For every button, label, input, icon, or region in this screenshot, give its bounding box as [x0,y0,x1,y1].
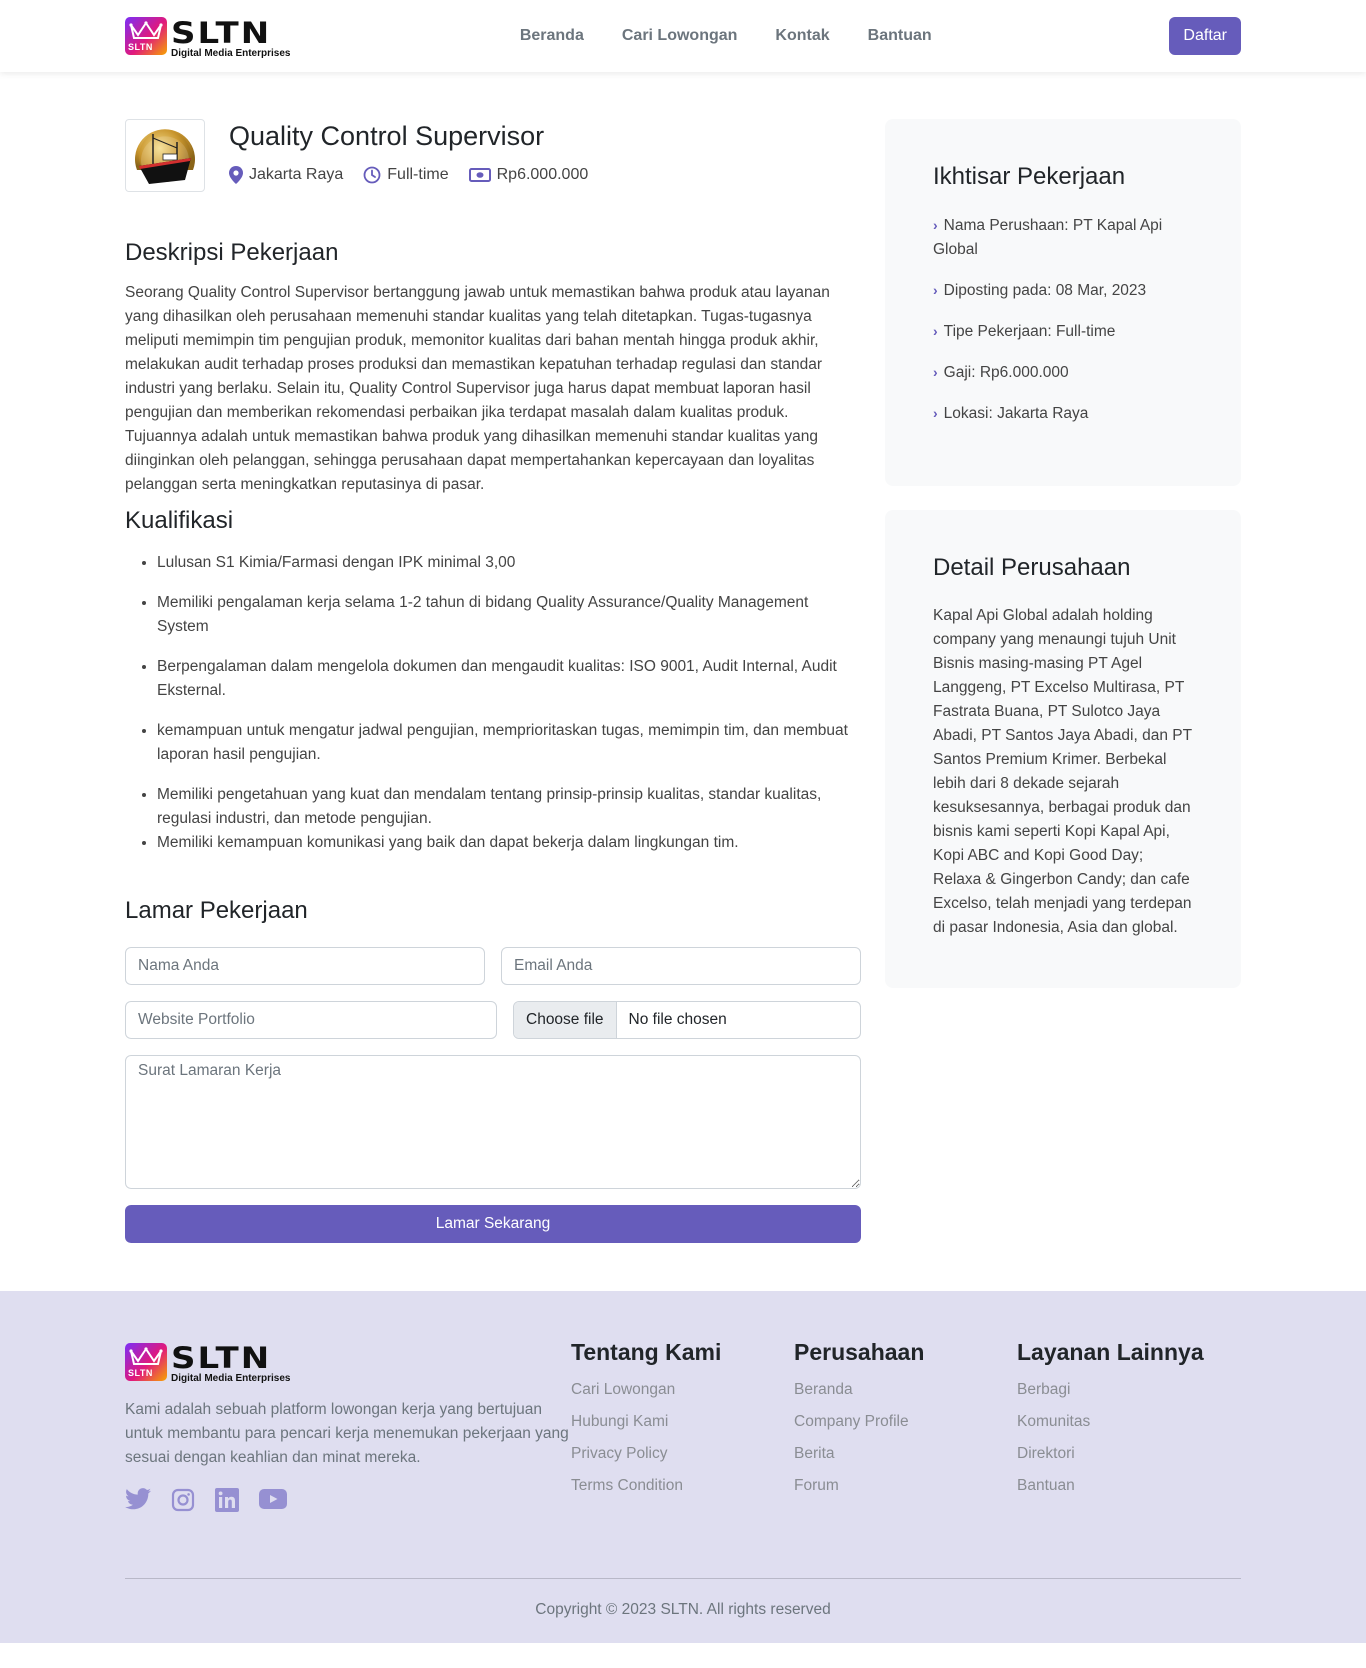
brand-tagline: Digital Media Enterprises [171,1373,291,1384]
apply-heading: Lamar Pekerjaan [125,897,308,924]
cv-file-input[interactable] [513,1001,861,1039]
nav-beranda[interactable]: Beranda [519,27,584,44]
job-type: Full-time [387,166,449,183]
email-input[interactable] [501,947,861,985]
chevron-right-icon: › [933,405,938,421]
footer-about-text: Kami adalah sebuah platform lowongan kerja yang bertujuan untuk membantu para pencari kerja menemukan pekerjaan yang sesuai dengan keahlian dan minat mereka. [125,1401,569,1466]
logo-badge-text: SLTN [128,1367,153,1378]
overview-company: Nama Perushaan: PT Kapal Api Global [933,217,1163,258]
job-detail-page [125,72,1241,1291]
overview-type: Tipe Pekerjaan: Full-time [943,323,1116,340]
company-logo [125,119,205,192]
overview-item [933,213,1193,262]
job-description: Seorang Quality Control Supervisor bertanggung jawab untuk memastikan bahwa produk atau layanan yang dihasilkan oleh perusahaan memenuhi standar kualitas yang telah ditetapkan. Tugas-tugasnya meliputi memimpin tim pengujian produk, memonitor kualitas dari bahan mentah hingga produk akhir, melakukan audit terhadap proses produksi dan memastikan kepatuhan terhadap regulasi dan standar industri yang berlaku. Selain itu, Quality Control Supervisor juga harus dapat membuat laporan hasil pengujian dan memberikan rekomendasi perbaikan jika terdapat masalah dalam kualitas produk. Tujuannya adalah untuk memastikan bahwa produk yang dihasilkan memenuhi standar kualitas yang diinginkan oleh pelanggan, sehingga perusahaan dapat mempertahankan kepercayaan dan loyalitas pelanggan serta meningkatkan reputasinya di pasar. [125,284,830,493]
overview-item [933,401,1193,426]
footer-link-hubungi-kami[interactable]: Hubungi Kami [571,1413,669,1430]
footer-col-perusahaan [794,1339,1017,1512]
map-pin-icon [229,166,243,184]
name-input[interactable] [125,947,485,985]
youtube-icon[interactable] [259,1488,287,1512]
choose-file-button[interactable]: Choose file [514,1002,617,1038]
logo-badge-text: SLTN [128,42,153,52]
chevron-right-icon: › [933,217,938,233]
job-main-column [125,119,861,1243]
description-heading: Deskripsi Pekerjaan [125,239,339,266]
overview-item [933,278,1193,303]
social-links [125,1488,571,1512]
qualification-item: • kemampuan untuk mengatur jadwal pengujian, memprioritaskan tugas, memimpin tim, dan membuat laporan hasil pengujian. [157,719,861,767]
copyright: Copyright © 2023 SLTN. All rights reserved [125,1578,1241,1643]
company-heading: Detail Perusahaan [933,554,1131,581]
apply-form [125,947,861,1243]
job-salary: Rp6.000.000 [496,166,589,183]
logo-crown-icon [125,17,167,55]
qualification-item: • Memiliki pengetahuan yang kuat dan mendalam tentang prinsip-prinsip kualitas, standar kualitas, regulasi industri, dan metode pengujian. [157,783,861,831]
job-title: Quality Control Supervisor [229,121,545,151]
footer-link-berita[interactable]: Berita [794,1445,835,1462]
footer-brand-logo[interactable] [125,1339,571,1384]
footer-link-berbagi[interactable]: Berbagi [1017,1381,1071,1398]
qualification-item: • Lulusan S1 Kimia/Farmasi dengan IPK minimal 3,00 [157,551,861,575]
overview-posted: Diposting pada: 08 Mar, 2023 [943,282,1147,299]
company-description: Kapal Api Global adalah holding company yang menaungi tujuh Unit Bisnis masing-masing PT Agel Langgeng, PT Excelso Multirasa, PT Fastrata Buana, PT Sulotco Jaya Abadi, PT Santos Jaya Abadi, dan PT Santos Premium Krimer. Berbekal lebih dari 8 dekade sejarah kesuksesannya, berbagai produk dan bisnis kami seperti Kopi Kapal Api, Kopi ABC and Kopi Good Day; Relaxa & Gingerbon Candy; dan cafe Excelso, telah menjadi yang terdepan di pasar Indonesia, Asia dan global. [933,607,1192,936]
main-nav [520,27,932,45]
qualifications-list [125,551,861,855]
footer-link-direktori[interactable]: Direktori [1017,1445,1075,1462]
instagram-icon[interactable] [171,1488,195,1512]
overview-item [933,360,1193,385]
file-status: No file chosen [628,1011,727,1028]
footer-link-terms[interactable]: Terms Condition [571,1477,683,1494]
nav-cari-lowongan[interactable]: Cari Lowongan [621,27,738,44]
footer-link-beranda[interactable]: Beranda [794,1381,853,1398]
job-header [125,119,861,192]
job-overview-card [885,119,1241,486]
linkedin-icon[interactable] [215,1488,239,1512]
cover-letter-textarea[interactable] [125,1055,861,1189]
twitter-icon[interactable] [125,1488,151,1512]
sidebar [885,119,1241,1243]
nav-bantuan[interactable]: Bantuan [867,27,932,44]
overview-item [933,319,1193,344]
qualification-item: • Berpengalaman dalam mengelola dokumen dan mengaudit kualitas: ISO 9001, Audit Internal, Audit Eksternal. [157,655,861,703]
chevron-right-icon: › [933,323,938,339]
footer-columns [571,1339,1240,1512]
chevron-right-icon: › [933,364,938,380]
overview-salary: Gaji: Rp6.000.000 [943,364,1069,381]
footer-col-tentang [571,1339,794,1512]
footer-link-bantuan[interactable]: Bantuan [1017,1477,1075,1494]
job-meta [229,166,588,184]
money-icon [469,167,491,183]
apply-submit-button[interactable]: Lamar Sekarang [125,1205,861,1243]
footer [0,1291,1366,1643]
overview-location: Lokasi: Jakarta Raya [943,405,1089,422]
footer-link-komunitas[interactable]: Komunitas [1017,1413,1091,1430]
brand-tagline: Digital Media Enterprises [171,47,291,59]
nav-kontak[interactable]: Kontak [775,27,830,44]
brand-mark: SLTN [171,16,272,51]
qualification-item: • Memiliki kemampuan komunikasi yang baik dan dapat bekerja dalam lingkungan tim. [157,831,861,855]
footer-link-privacy-policy[interactable]: Privacy Policy [571,1445,668,1462]
top-navbar [0,0,1366,72]
logo-crown-icon [125,1343,167,1381]
register-button[interactable]: Daftar [1169,17,1241,55]
qualification-item: • Memiliki pengalaman kerja selama 1-2 tahun di bidang Quality Assurance/Quality Management System [157,591,861,639]
overview-list [933,213,1193,426]
overview-heading: Ikhtisar Pekerjaan [933,163,1126,190]
qualifications-heading: Kualifikasi [125,507,234,534]
footer-link-forum[interactable]: Forum [794,1477,839,1494]
brand-logo[interactable] [125,14,290,59]
footer-col-title: Perusahaan [794,1339,925,1365]
clock-icon [363,166,381,184]
footer-link-cari-lowongan[interactable]: Cari Lowongan [571,1381,676,1398]
brand-mark: SLTN [171,1341,272,1376]
job-location: Jakarta Raya [249,166,344,183]
ship-logo-icon [129,124,201,188]
footer-col-layanan [1017,1339,1240,1512]
footer-link-company-profile[interactable]: Company Profile [794,1413,909,1430]
company-detail-card [885,510,1241,988]
chevron-right-icon: › [933,282,938,298]
footer-col-title: Tentang Kami [571,1339,722,1365]
footer-col-title: Layanan Lainnya [1017,1339,1204,1365]
portfolio-input[interactable] [125,1001,497,1039]
footer-about [125,1339,571,1512]
